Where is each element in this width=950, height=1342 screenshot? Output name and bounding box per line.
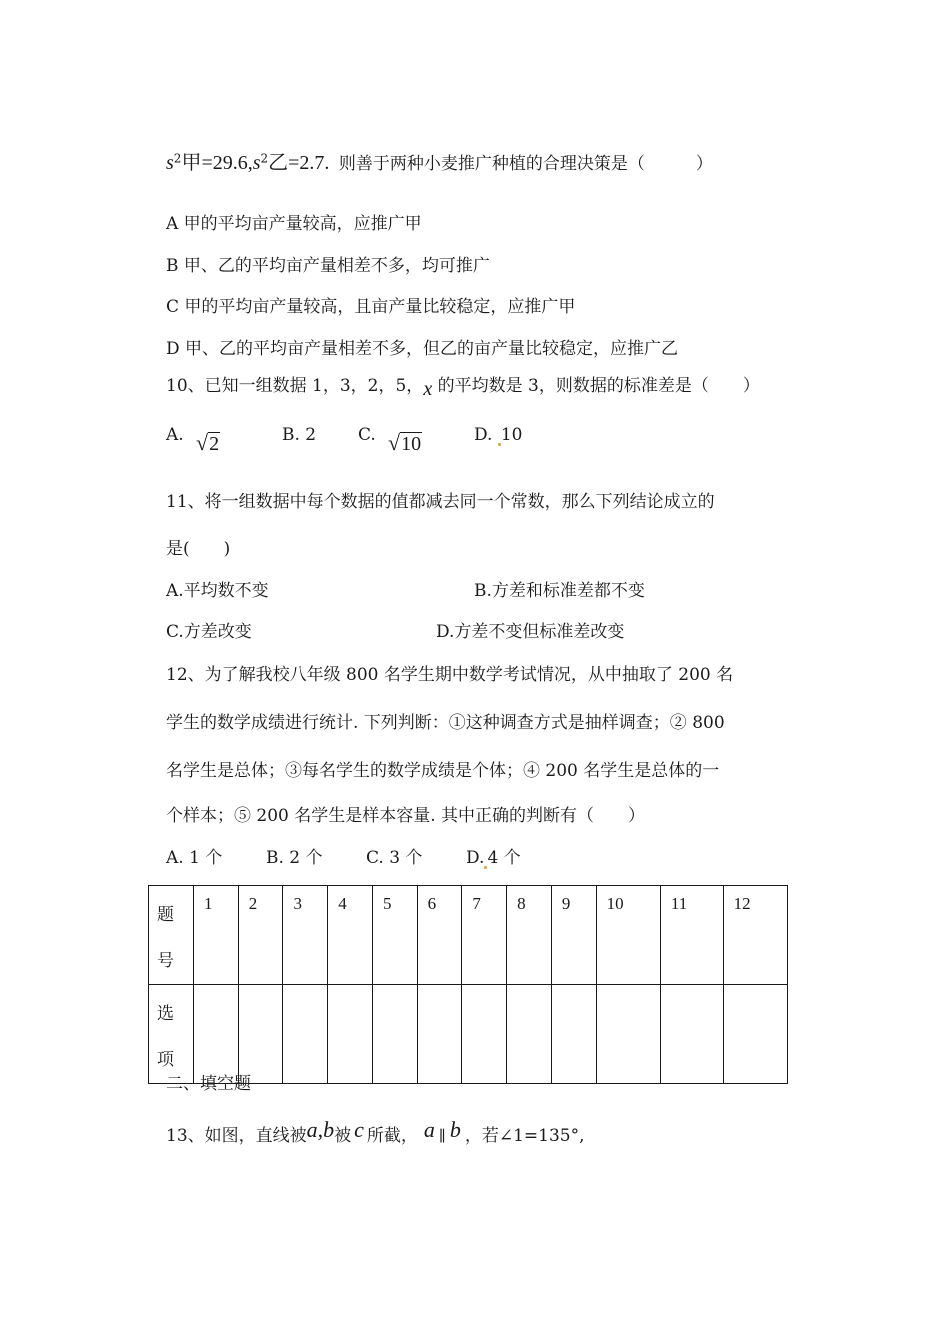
question-number-cell: 10 [596, 886, 660, 985]
q13-line [166, 1117, 585, 1150]
answer-table [148, 885, 788, 1084]
q10-stem [166, 374, 760, 400]
question-number-cell: 8 [507, 886, 552, 985]
q10-option-d [474, 424, 522, 446]
q13-tail: ，若∠1=135°, [464, 1126, 585, 1146]
q9-option-d: D 甲、乙的平均亩产量相差不多，但乙的亩产量比较稳定，应推广乙 [166, 339, 679, 359]
answer-cell[interactable] [462, 985, 507, 1084]
q13-cut: 所截， [366, 1126, 418, 1146]
answer-cell[interactable] [507, 985, 552, 1084]
label-jia: 甲 [181, 150, 202, 174]
q11-option-b: B.方差和标准差都不变 [474, 581, 645, 601]
answer-cell[interactable] [660, 985, 723, 1084]
label-yi: 乙 [268, 150, 289, 174]
question-number-cell: 4 [328, 886, 373, 985]
q10-stem-a: 10、已知一组数据 1，3，2，5， [166, 376, 424, 396]
question-number-cell: 9 [551, 886, 596, 985]
q13-line-a: a [423, 1117, 435, 1142]
answer-cell[interactable] [194, 985, 239, 1084]
question-number-cell: 5 [372, 886, 417, 985]
q10-option-c-label: C. [358, 425, 376, 445]
q12-option-a: A. 1 个 [166, 848, 223, 868]
q12-line-3: 名学生是总体；③每名学生的数学成绩是个体；④ 200 名学生是总体的一 [166, 761, 720, 781]
q10-option-c-sqrt: √10 [388, 430, 422, 455]
q9-option-a: A 甲的平均亩产量较高，应推广甲 [166, 214, 422, 234]
value-jia: =29.6, [201, 152, 253, 174]
answer-cell[interactable] [596, 985, 660, 1084]
q13-prefix: 13、如图，直线被 [166, 1126, 307, 1146]
q10-option-a-sqrt: √2 [196, 430, 220, 455]
answer-cell[interactable] [238, 985, 283, 1084]
question-number-cell: 1 [194, 886, 239, 985]
q10-option-a-radicand: 2 [209, 433, 220, 455]
q12-option-b: B. 2 个 [266, 848, 323, 868]
q10-option-d-value: 10 [500, 425, 523, 445]
row-header-char-1: 题 [157, 905, 174, 925]
q11-line-2: 是( ) [166, 539, 231, 559]
q10-option-b: B. 2 [282, 425, 317, 445]
row-header-char-2: 号 [157, 951, 174, 971]
q13-line-b: b [449, 1117, 461, 1142]
row-header-choice [149, 985, 194, 1084]
exponent-1: 2 [173, 151, 182, 166]
variance-symbol-1: s [166, 152, 174, 174]
question-number-cell: 11 [660, 886, 723, 985]
answer-cell[interactable] [723, 985, 787, 1084]
q11-option-c: C.方差改变 [166, 622, 252, 642]
answer-cell[interactable] [328, 985, 373, 1084]
q12-option-d-label: D. [466, 848, 485, 868]
q11-option-d: D.方差不变但标准差改变 [436, 622, 625, 642]
question-number-cell: 2 [238, 886, 283, 985]
question-number-cell: 3 [283, 886, 328, 985]
answer-cell[interactable] [417, 985, 462, 1084]
answer-cell[interactable] [283, 985, 328, 1084]
q9-question: 则善于两种小麦推广种植的合理决策是（ ） [338, 154, 713, 174]
q12-option-c: C. 3 个 [366, 848, 423, 868]
answer-table-choice-row [149, 985, 788, 1084]
q10-option-a [166, 424, 184, 446]
q10-option-c [358, 424, 376, 446]
answer-cell[interactable] [372, 985, 417, 1084]
question-number-cell: 7 [462, 886, 507, 985]
q12-line-1: 12、为了解我校八年级 800 名学生期中数学考试情况，从中抽取了 200 名 [166, 665, 734, 685]
q12-line-4: 个样本；⑤ 200 名学生是样本容量. 其中正确的判断有（ ） [166, 806, 646, 826]
question-number-cell: 12 [723, 886, 787, 985]
q12-option-d-value: 4 个 [487, 848, 521, 868]
q13-line-c: c [354, 1117, 364, 1142]
q9-line [166, 148, 713, 178]
q12-option-d [466, 847, 521, 869]
q9-option-c: C 甲的平均亩产量较高，且亩产量比较稳定，应推广甲 [166, 297, 576, 317]
q10-option-c-radicand: 10 [401, 433, 422, 455]
q9-option-b: B 甲、乙的平均亩产量相差不多，均可推广 [166, 256, 490, 276]
answer-cell[interactable] [551, 985, 596, 1084]
q11-option-a: A.平均数不变 [166, 581, 269, 601]
q13-mid: 被 [334, 1126, 352, 1146]
q10-stem-b: 的平均数是 3，则数据的标准差是（ ） [432, 376, 760, 396]
q10-option-d-label: D. [474, 425, 493, 445]
q10-option-a-label: A. [166, 425, 184, 445]
question-number-cell: 6 [417, 886, 462, 985]
section-title-fill-in: 二、填空题 [166, 1074, 251, 1094]
exponent-2: 2 [260, 151, 269, 166]
row-header-char-1: 选 [157, 1004, 174, 1024]
variance-symbol-2: s [252, 152, 261, 174]
parallel-symbol: ∥ [438, 1127, 446, 1145]
row-header-char-2: 项 [157, 1050, 174, 1070]
row-header-question-number [149, 886, 194, 985]
q11-line-1: 11、将一组数据中每个数据的值都减去同一个常数，那么下列结论成立的 [166, 492, 715, 512]
q10-variable: x [423, 378, 433, 400]
q13-lines-ab: a,b [306, 1117, 335, 1142]
q12-line-2: 学生的数学成绩进行统计. 下列判断：①这种调查方式是抽样调查；② 800 [166, 713, 725, 733]
value-yi: =2.7. [288, 152, 330, 174]
answer-table-number-row [149, 886, 788, 985]
